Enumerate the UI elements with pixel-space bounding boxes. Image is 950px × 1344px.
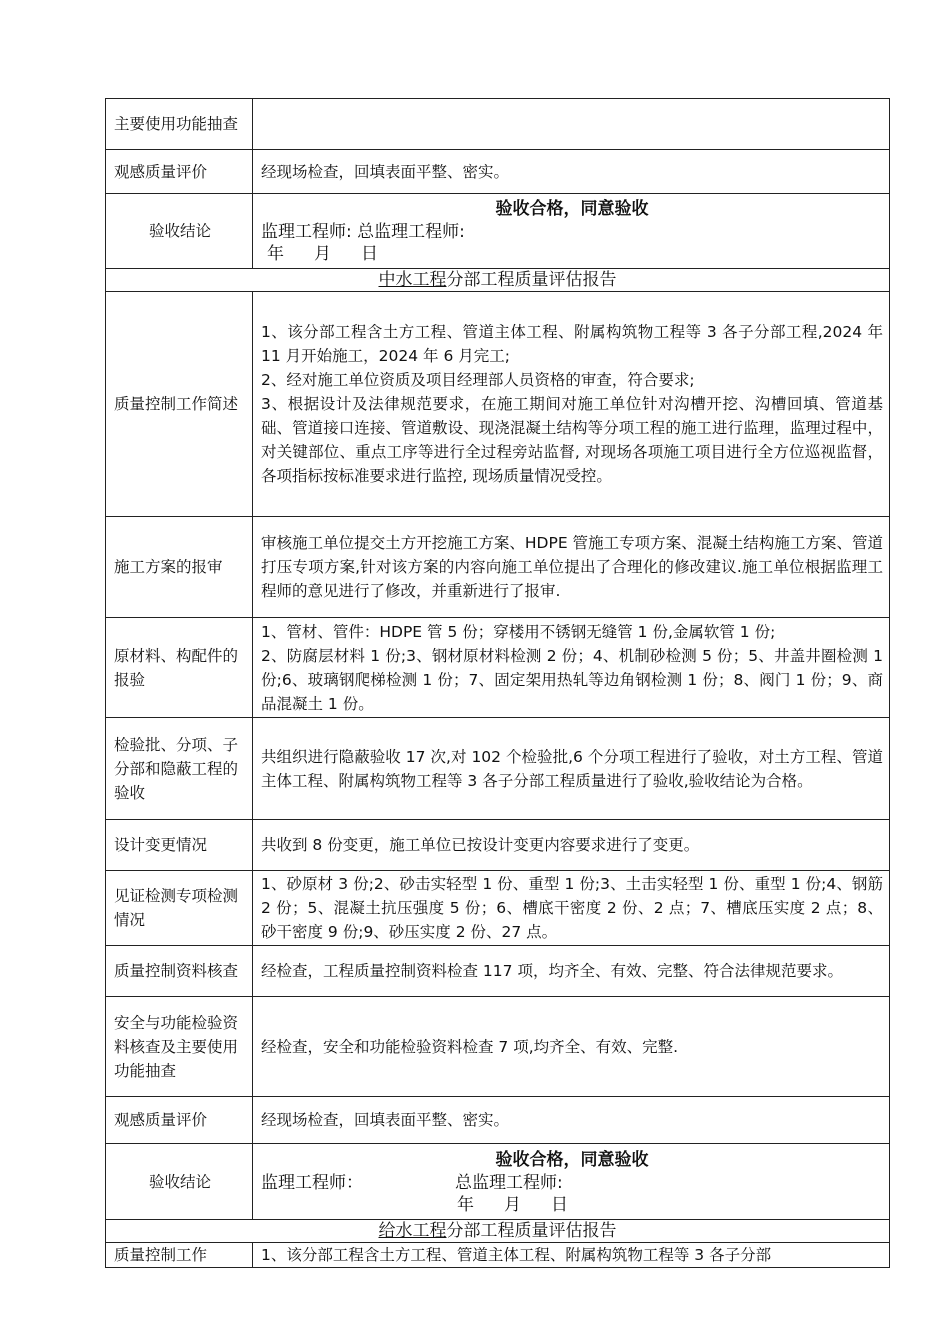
paragraph: 2、防腐层材料 1 份;3、钢材原材料检测 2 份；4、机制砂检测 5 份；5、井盖井圈检测 1 份;6、玻璃钢爬梯检测 1 份；7、固定架用热轧等边角钢检测 1 份；8、阀门 1 份；9、商品混凝土 1 份。 xyxy=(261,646,883,713)
table-row xyxy=(106,1144,890,1220)
signature-line xyxy=(261,221,883,243)
document-page xyxy=(105,98,890,1268)
row-value: 经现场检查，回填表面平整、密实。 xyxy=(253,150,890,194)
date-year: 年 xyxy=(267,244,284,264)
date-year: 年 xyxy=(457,1194,474,1215)
section-header-row xyxy=(106,1220,890,1243)
section-title-underlined: 中水工程 xyxy=(378,270,447,290)
row-label: 设计变更情况 xyxy=(106,820,253,871)
table-row xyxy=(106,150,890,194)
quality-assessment-table xyxy=(105,98,890,1268)
row-value: 审核施工单位提交土方开挖施工方案、HDPE 管施工专项方案、混凝土结构施工方案、管道打压专项方案,针对该方案的内容向施工单位提出了合理化的修改建议.施工单位根据监理工程师的意见进行了修改，并重新进行了报审. xyxy=(253,517,890,618)
row-value xyxy=(253,99,890,150)
row-label: 主要使用功能抽查 xyxy=(106,99,253,150)
date-day: 日 xyxy=(361,244,378,264)
section-header-row xyxy=(106,269,890,292)
row-value: 经检查，工程质量控制资料检查 117 项，均齐全、有效、完整、符合法律规范要求。 xyxy=(253,946,890,997)
table-row xyxy=(106,1243,890,1268)
table-row xyxy=(106,820,890,871)
row-label: 验收结论 xyxy=(106,1144,253,1220)
row-label: 安全与功能检验资料核查及主要使用功能抽查 xyxy=(106,997,253,1097)
row-value: 共组织进行隐蔽验收 17 次,对 102 个检验批,6 个分项工程进行了验收，对土方工程、管道主体工程、附属构筑物工程等 3 各子分部工程质量进行了验收,验收结论为合格。 xyxy=(253,718,890,820)
row-label: 检验批、分项、子分部和隐蔽工程的验收 xyxy=(106,718,253,820)
table-row xyxy=(106,946,890,997)
row-label: 质量控制资料核查 xyxy=(106,946,253,997)
section-title-rest: 分部工程质量评估报告 xyxy=(446,1221,617,1241)
row-label: 见证检测专项检测情况 xyxy=(106,871,253,946)
signature-line xyxy=(261,1172,883,1194)
section-title-underlined: 给水工程 xyxy=(378,1221,447,1241)
chief-supervisor-label: 总监理工程师: xyxy=(357,222,465,242)
row-label: 质量控制工作 xyxy=(106,1243,253,1268)
row-value: 1、砂原材 3 份;2、砂击实轻型 1 份、重型 1 份;3、土击实轻型 1 份、重型 1 份;4、钢筋 2 份；5、混凝土抗压强度 5 份；6、槽底干密度 2 份、2 点；7、槽底压实度 2 点；8、砂干密度 9 份;9、砂压实度 2 份、27 点。 xyxy=(253,871,890,946)
supervisor-label: 监理工程师: xyxy=(261,222,352,242)
table-row xyxy=(106,292,890,517)
table-row xyxy=(106,871,890,946)
section-title-rest: 分部工程质量评估报告 xyxy=(446,270,617,290)
section-title xyxy=(106,1220,890,1243)
paragraph: 3、根据设计及法律规范要求，在施工期间对施工单位针对沟槽开挖、沟槽回填、管道基础、管道接口连接、管道敷设、现浇混凝土结构等分项工程的施工进行监理，监理过程中，对关键部位、重点工序等进行全过程旁站监督, 对现场各项施工项目进行全方位巡视监督，各项指标按标准要求进行监控, 现场质量情况受控。 xyxy=(261,395,883,485)
row-value: 共收到 8 份变更，施工单位已按设计变更内容要求进行了变更。 xyxy=(253,820,890,871)
row-label: 验收结论 xyxy=(106,194,253,269)
conclusion-cell xyxy=(253,194,890,269)
table-row xyxy=(106,194,890,269)
table-row xyxy=(106,997,890,1097)
date-day: 日 xyxy=(551,1194,568,1215)
table-row xyxy=(106,517,890,618)
paragraph: 2、经对施工单位资质及项目经理部人员资格的审查，符合要求; xyxy=(261,371,695,389)
conclusion-title: 验收合格，同意验收 xyxy=(495,1149,649,1170)
paragraph: 1、管材、管件：HDPE 管 5 份；穿楼用不锈钢无缝管 1 份,金属软管 1 份; xyxy=(261,622,776,641)
row-label: 观感质量评价 xyxy=(106,1097,253,1144)
row-label: 质量控制工作简述 xyxy=(106,292,253,517)
date-line xyxy=(261,243,883,265)
row-label: 施工方案的报审 xyxy=(106,517,253,618)
conclusion-title: 验收合格，同意验收 xyxy=(495,199,649,219)
date-line xyxy=(261,1194,883,1216)
table-row xyxy=(106,618,890,718)
supervisor-label: 监理工程师： xyxy=(261,1172,363,1193)
section-title xyxy=(106,269,890,292)
paragraph: 1、该分部工程含土方工程、管道主体工程、附属构筑物工程等 3 各子分部工程,2024 年 11 月开始施工，2024 年 6 月完工; xyxy=(261,323,883,365)
row-label: 原材料、构配件的报验 xyxy=(106,618,253,718)
row-label: 观感质量评价 xyxy=(106,150,253,194)
row-value: 1、该分部工程含土方工程、管道主体工程、附属构筑物工程等 3 各子分部 xyxy=(253,1243,890,1268)
row-value xyxy=(253,618,890,718)
chief-supervisor-label: 总监理工程师: xyxy=(455,1172,563,1193)
table-row xyxy=(106,99,890,150)
table-row xyxy=(106,1097,890,1144)
table-row xyxy=(106,718,890,820)
row-value xyxy=(253,292,890,517)
date-month: 月 xyxy=(314,244,331,264)
conclusion-cell xyxy=(253,1144,890,1220)
row-value: 经检查，安全和功能检验资料检查 7 项,均齐全、有效、完整. xyxy=(253,997,890,1097)
date-month: 月 xyxy=(504,1194,521,1215)
row-value: 经现场检查，回填表面平整、密实。 xyxy=(253,1097,890,1144)
